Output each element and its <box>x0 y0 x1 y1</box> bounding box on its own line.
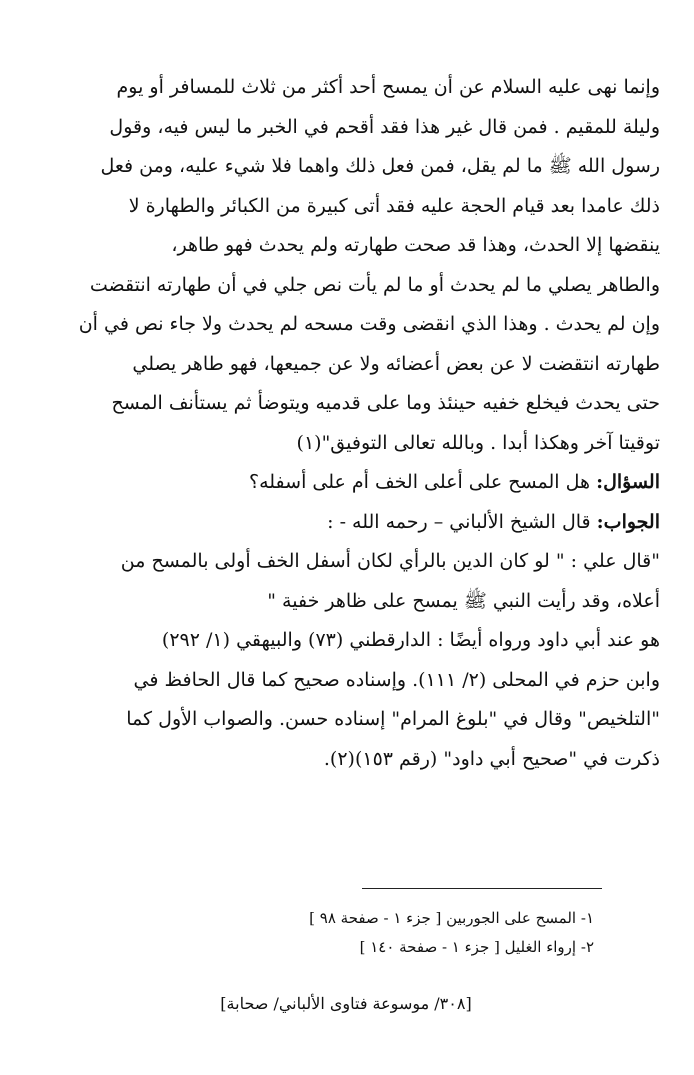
question-label: السؤال: <box>596 471 660 493</box>
paragraph-1-line: رسول الله ﷺ ما لم يقل، فمن فعل ذلك واهما فلا شيء عليه، ومن فعل <box>100 155 660 177</box>
paragraph-1-line: والطاهر يصلي ما لم يحدث أو ما لم يأت نص جلي في أن طهارته انتقضت <box>89 273 660 296</box>
takhrij-line: هو عند أبي داود ورواه أيضًا : الدارقطني (٧٣) والبيهقي (١/ ٢٩٢) <box>161 629 660 651</box>
question-text: هل المسح على أعلى الخف أم على أسفله؟ <box>248 471 597 493</box>
question-line <box>34 463 660 503</box>
footnote-item: ١- المسح على الجوربين [ جزء ١ - صفحة ٩٨ ] <box>309 909 594 927</box>
answer-text: قال الشيخ الألباني – رحمه الله - : <box>327 510 597 533</box>
answer-line <box>34 503 660 543</box>
paragraph-1-line: ذلك عامدا بعد قيام الحجة عليه فقد أتى كبيرة من الكبائر والطهارة لا <box>128 194 660 217</box>
paragraph-1-line: حتى يحدث فيخلع خفيه حينئذ وما على قدميه ويتوضأ ثم يستأنف المسح <box>111 392 660 414</box>
paragraph-1-line: وإنما نهى عليه السلام عن أن يمسح أحد أكثر من ثلاث للمسافر أو يوم <box>116 76 660 98</box>
footnote-separator <box>362 888 602 889</box>
quote-line: أعلاه، وقد رأيت النبي ﷺ يمسح على ظاهر خفية " <box>267 589 660 612</box>
paragraph-1-line: توقيتا آخر وهكذا أبدا . وبالله تعالى التوفيق"(١) <box>296 431 660 454</box>
footnotes <box>174 904 594 962</box>
paragraph-1-line: وإن لم يحدث . وهذا الذي انقضى وقت مسحه لم يحدث ولا جاء نص في أن <box>78 313 660 335</box>
answer-label: الجواب: <box>596 510 660 533</box>
paragraph-1-line: ينقضها إلا الحدث، وهذا قد صحت طهارته ولم يحدث فهو طاهر، <box>171 234 660 256</box>
footnote-item: ٢- إرواء الغليل [ جزء ١ - صفحة ١٤٠ ] <box>359 938 594 956</box>
paragraph-1-line: وليلة للمقيم . فمن قال غير هذا فقد أقحم في الخبر ما ليس فيه، وقول <box>109 115 660 138</box>
takhrij-line: ذكرت في "صحيح أبي داود" (رقم ١٥٣)(٢). <box>323 747 660 770</box>
quote-line: "قال علي : " لو كان الدين بالرأي لكان أسفل الخف أولى بالمسح من <box>120 550 660 572</box>
page-footer: [٣٠٨/ موسوعة فتاوى الألباني/ صحابة] <box>220 994 472 1013</box>
main-text <box>34 68 660 779</box>
takhrij-line: وابن حزم في المحلى (٢/ ١١١). وإسناده صحيح كما قال الحافظ في <box>133 668 660 691</box>
takhrij-line: "التلخيص" وقال في "بلوغ المرام" إسناده حسن. والصواب الأول كما <box>126 708 660 730</box>
paragraph-1-line: طهارته انتقضت لا عن بعض أعضائه ولا عن جميعها، فهو طاهر يصلي <box>132 352 660 375</box>
